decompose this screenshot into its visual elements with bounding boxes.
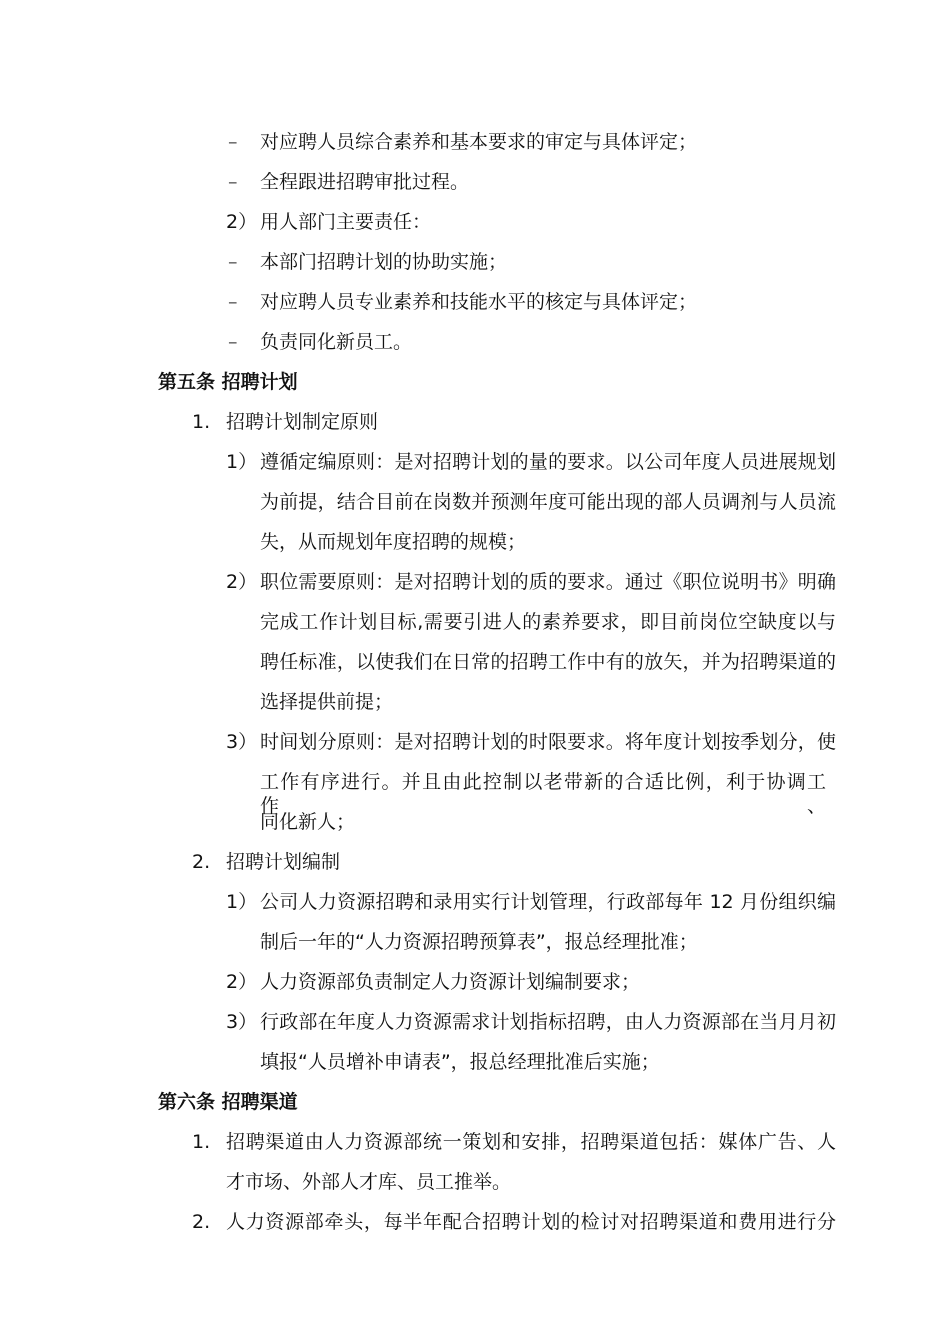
bullet-dash: – xyxy=(228,291,238,313)
section-title: 招聘计划制定原则 xyxy=(226,411,379,433)
bullet-dash: – xyxy=(228,171,238,193)
list-item: 对应聘人员专业素养和技能水平的核定与具体评定； xyxy=(260,291,698,313)
list-number: 3） xyxy=(226,731,258,753)
paragraph-line: 公司人力资源招聘和录用实行计划管理，行政部每年 12 月份组织编 xyxy=(260,891,836,913)
paragraph-line: 选择提供前提； xyxy=(260,691,394,713)
list-number: 3） xyxy=(226,1011,258,1033)
paragraph-line: 制后一年的“人力资源招聘预算表”，报总经理批准； xyxy=(260,931,698,953)
article-heading: 第五条 招聘计划 xyxy=(158,371,298,393)
bullet-dash: – xyxy=(228,331,238,353)
list-item: 本部门招聘计划的协助实施； xyxy=(260,251,508,273)
paragraph-line: 遵循定编原则：是对招聘计划的量的要求。以公司年度人员进展规划 xyxy=(260,451,836,473)
paragraph-line: 人力资源部负责制定人力资源计划编制要求； xyxy=(260,971,641,993)
paragraph-line: 才市场、外部人才库、员工推举。 xyxy=(226,1171,512,1193)
paragraph-line: 工作有序进行。并且由此控制以老带新的合适比例，利于协调工作、 xyxy=(260,771,826,817)
bullet-dash: – xyxy=(228,131,238,153)
paragraph-line: 完成工作计划目标,需要引进人的素养要求，即目前岗位空缺度以与 xyxy=(260,611,836,633)
list-item: 全程跟进招聘审批过程。 xyxy=(260,171,470,193)
list-number: 1） xyxy=(226,451,258,473)
list-item: 对应聘人员综合素养和基本要求的审定与具体评定； xyxy=(260,131,698,153)
paragraph-line: 行政部在年度人力资源需求计划指标招聘，由人力资源部在当月月初 xyxy=(260,1011,836,1033)
paragraph-line: 聘任标准，以使我们在日常的招聘工作中有的放矢，并为招聘渠道的 xyxy=(260,651,836,673)
article-heading: 第六条 招聘渠道 xyxy=(158,1091,298,1113)
list-number: 1） xyxy=(226,891,258,913)
paragraph-line: 填报“人员增补申请表”，报总经理批准后实施； xyxy=(260,1051,660,1073)
list-number: 2） xyxy=(226,571,258,593)
section-title: 招聘计划编制 xyxy=(226,851,341,873)
section-number: 2. xyxy=(192,851,211,873)
paragraph-line: 招聘渠道由人力资源部统一策划和安排，招聘渠道包括：媒体广告、人 xyxy=(226,1131,836,1153)
list-item: 负责同化新员工。 xyxy=(260,331,413,353)
section-number: 1. xyxy=(192,1131,211,1153)
list-item: 用人部门主要责任： xyxy=(260,211,432,233)
paragraph-line: 人力资源部牵头，每半年配合招聘计划的检讨对招聘渠道和费用进行分 xyxy=(226,1211,836,1233)
bullet-dash: – xyxy=(228,251,238,273)
paragraph-line: 同化新人； xyxy=(260,811,356,833)
paragraph-line: 时间划分原则：是对招聘计划的时限要求。将年度计划按季划分，使 xyxy=(260,731,836,753)
section-number: 1. xyxy=(192,411,211,433)
section-number: 2. xyxy=(192,1211,211,1233)
paragraph-line: 职位需要原则：是对招聘计划的质的要求。通过《职位说明书》明确 xyxy=(260,571,836,593)
list-number: 2） xyxy=(226,211,258,233)
list-number: 2） xyxy=(226,971,258,993)
paragraph-line: 失，从而规划年度招聘的规模； xyxy=(260,531,527,553)
paragraph-line: 为前提，结合目前在岗数并预测年度可能出现的部人员调剂与人员流 xyxy=(260,491,836,513)
